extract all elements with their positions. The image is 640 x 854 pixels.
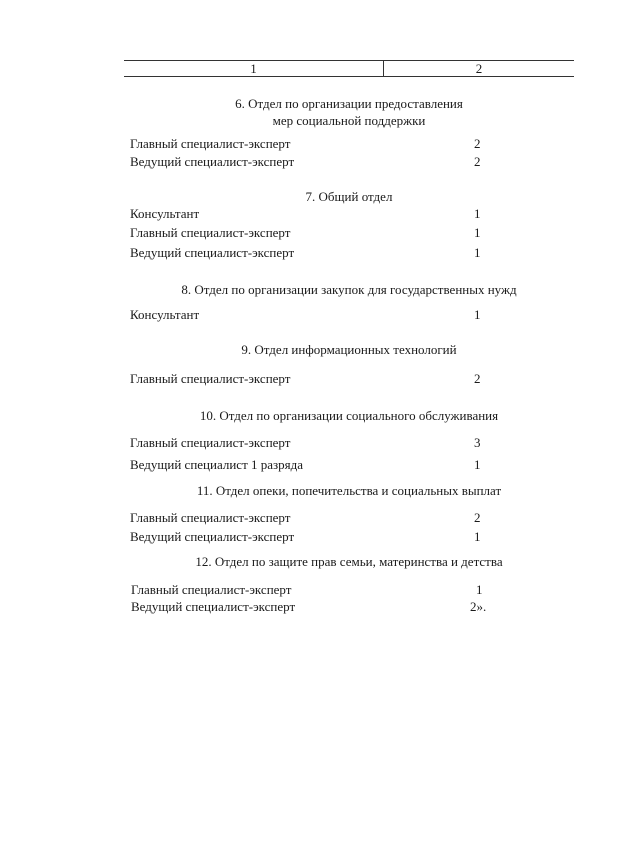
section-7-row-3-count: 1 [474,245,481,260]
section-12-row-2-position: Ведущий специалист-эксперт [131,599,296,614]
section-11-row-1-count: 2 [474,510,481,525]
section-12-row-2-count: 2». [470,599,487,614]
section-10-row-1-position: Главный специалист-эксперт [130,435,291,450]
section-7-title: 7. Общий отдел [305,189,393,204]
section-11-title: 11. Отдел опеки, попечительства и социальных выплат [196,483,502,498]
section-8-row-1-count: 1 [474,307,481,322]
section-7-row-2-position: Главный специалист-эксперт [130,225,291,240]
section-10-row-1-count: 3 [474,435,481,450]
section-11-row-1-position: Главный специалист-эксперт [130,510,291,525]
section-12-row-1-count: 1 [476,582,483,597]
section-10-row-2-position: Ведущий специалист 1 разряда [130,457,304,472]
section-10-row-2-count: 1 [474,457,481,472]
section-9-title: 9. Отдел информационных технологий [241,342,457,357]
header-column-1: 1 [250,61,257,76]
section-6-title-line-1: 6. Отдел по организации предоставления [235,96,463,111]
section-7-row-1-position: Консультант [130,206,200,221]
section-6-row-2-count: 2 [474,154,481,169]
section-11-row-2-count: 1 [474,529,481,544]
header-column-2: 2 [475,61,483,76]
section-12-row-1-position: Главный специалист-эксперт [131,582,292,597]
section-10-title: 10. Отдел по организации социального обслуживания [199,408,499,423]
section-6-row-2-position: Ведущий специалист-эксперт [130,154,295,169]
section-11-row-2-position: Ведущий специалист-эксперт [130,529,295,544]
section-9-row-1-count: 2 [474,371,481,386]
section-6-title-line-2: мер социальной поддержки [272,113,426,128]
section-8-row-1-position: Консультант [130,307,200,322]
section-9-row-1-position: Главный специалист-эксперт [130,371,291,386]
section-7-row-3-position: Ведущий специалист-эксперт [130,245,295,260]
section-8-title: 8. Отдел по организации закупок для государственных нужд [181,282,517,297]
section-6-row-1-position: Главный специалист-эксперт [130,136,291,151]
section-7-row-1-count: 1 [474,206,481,221]
section-12-title: 12. Отдел по защите прав семьи, материнства и детства [195,554,503,569]
section-7-row-2-count: 1 [474,225,481,240]
section-6-row-1-count: 2 [474,136,481,151]
